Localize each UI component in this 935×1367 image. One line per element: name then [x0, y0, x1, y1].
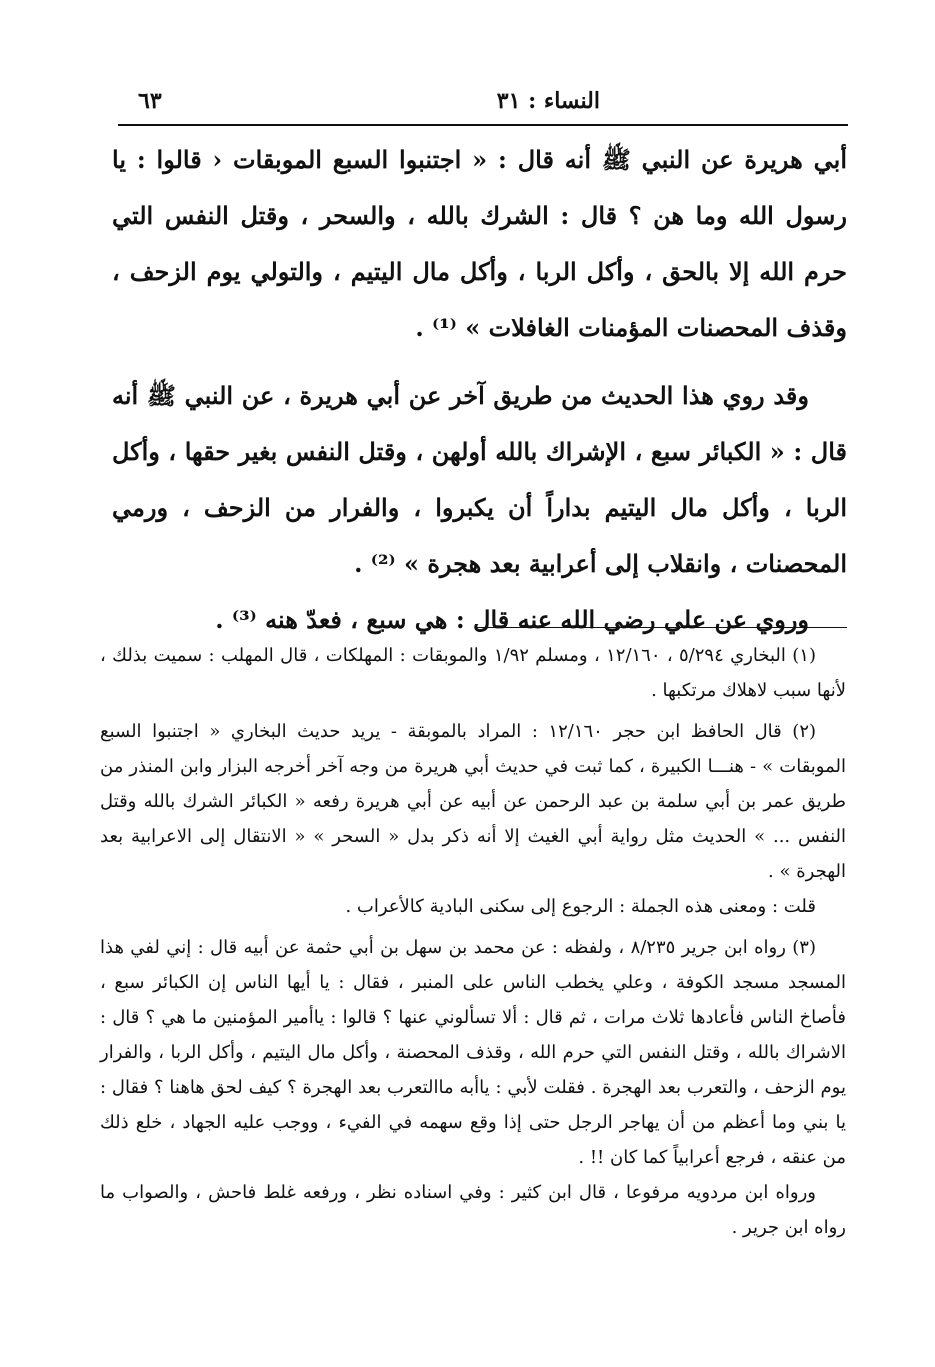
footnote-rule	[475, 627, 847, 628]
running-title: النساء : ٣١	[496, 88, 600, 114]
body-paragraph-1: أبي هريرة عن النبي ﷺ أنه قال : « اجتنبوا السبع الموبقات ‹ قالوا : يا رسول الله وما هن ؟ قال : الشرك بالله ، والسحر ، وقتل النفس التي حرم الله إلا بالحق ، وأكل الربا ، وأكل مال اليتيم ، والتولي يوم الزحف ، وقذف المحصنات المؤمنات الغافلات » ⁽¹⁾ .	[112, 145, 847, 342]
footnote-3-comment: ورواه ابن مردويه مرفوعا ، قال ابن كثير : وفي اسناده نظر ، ورفعه غلط فاحش ، والصواب ما رواه ابن جرير .	[100, 1182, 846, 1238]
footnotes	[100, 638, 846, 1245]
footnote-3: (٣) رواه ابن جرير ٨/٢٣٥ ، ولفظه : عن محمد بن سهل بن أبي حثمة عن أبيه قال : إني لفي هذا المسجد مسجد الكوفة ، وعلي يخطب الناس على المنبر ، فقال : يا أيها الناس إن الكبائر سبع ، فأصاخ الناس فأعادها ثلاث مرات ، ثم قال : ألا تسألوني عنها ؟ قالوا : ياأمير المؤمنين ما هي ؟ قال : الاشراك بالله ، وقتل النفس التي حرم الله ، وقذف المحصنة ، وأكل مال اليتيم ، وأكل الربا ، والفرار يوم الزحف ، والتعرب بعد الهجرة . فقلت لأبي : ياأبه ماالتعرب بعد الهجرة ؟ كيف لحق هاهنا ؟ فقال : يا بني وما أعظم من أن يهاجر الرجل حتى إذا وقع سهمه في الفيء ، ووجب عليه الجهاد ، خلع ذلك من عنقه ، فرجع أعرابياً كما كان !! .	[100, 937, 846, 1168]
running-head	[118, 84, 848, 124]
body-paragraph-2: وقد روي هذا الحديث من طريق آخر عن أبي هريرة ، عن النبي ﷺ أنه قال : « الكبائر سبع ، الإشراك بالله أولهن ، وقتل النفس بغير حقها ، وأكل الربا ، وأكل مال اليتيم بداراً أن يكبروا ، والفرار من الزحف ، ورمي المحصنات ، وانقلاب إلى أعرابية بعد هجرة » ⁽²⁾ .	[112, 381, 847, 578]
body-paragraph-3: وروي عن علي رضي الله عنه قال : هي سبع ، فعدّ هنه ⁽³⁾ .	[215, 605, 809, 634]
footnote-2-comment: قلت : ومعنى هذه الجملة : الرجوع إلى سكنى البادية كالأعراب .	[345, 896, 816, 917]
header-rule	[118, 124, 848, 126]
footnote-2: (٢) قال الحافظ ابن حجر ١٢/١٦٠ : المراد بالموبقة - يريد حديث البخاري « اجتنبوا السبع الموبقات » - هنـــا الكبيرة ، كما ثبت في حديث أبي هريرة من وجه آخر أخرجه البزار وابن المنذر من طريق عمر بن أبي سلمة بن عبد الرحمن عن أبيه عن أبي هريرة رفعه « الكبائر الشرك بالله وقتل النفس ... » الحديث مثل رواية أبي الغيث إلا أنه ذكر بدل « السحر » « الانتقال إلى الاعرابية بعد الهجرة » .	[100, 721, 846, 882]
main-text	[112, 132, 847, 648]
footnote-1: (١) البخاري ٥/٢٩٤ ، ١٢/١٦٠ ، ومسلم ١/٩٢ والموبقات : المهلكات ، قال المهلب : سميت بذلك ، لأنها سبب لاهلاك مرتكبها .	[100, 645, 846, 701]
page-number: ٦٣	[138, 88, 162, 114]
